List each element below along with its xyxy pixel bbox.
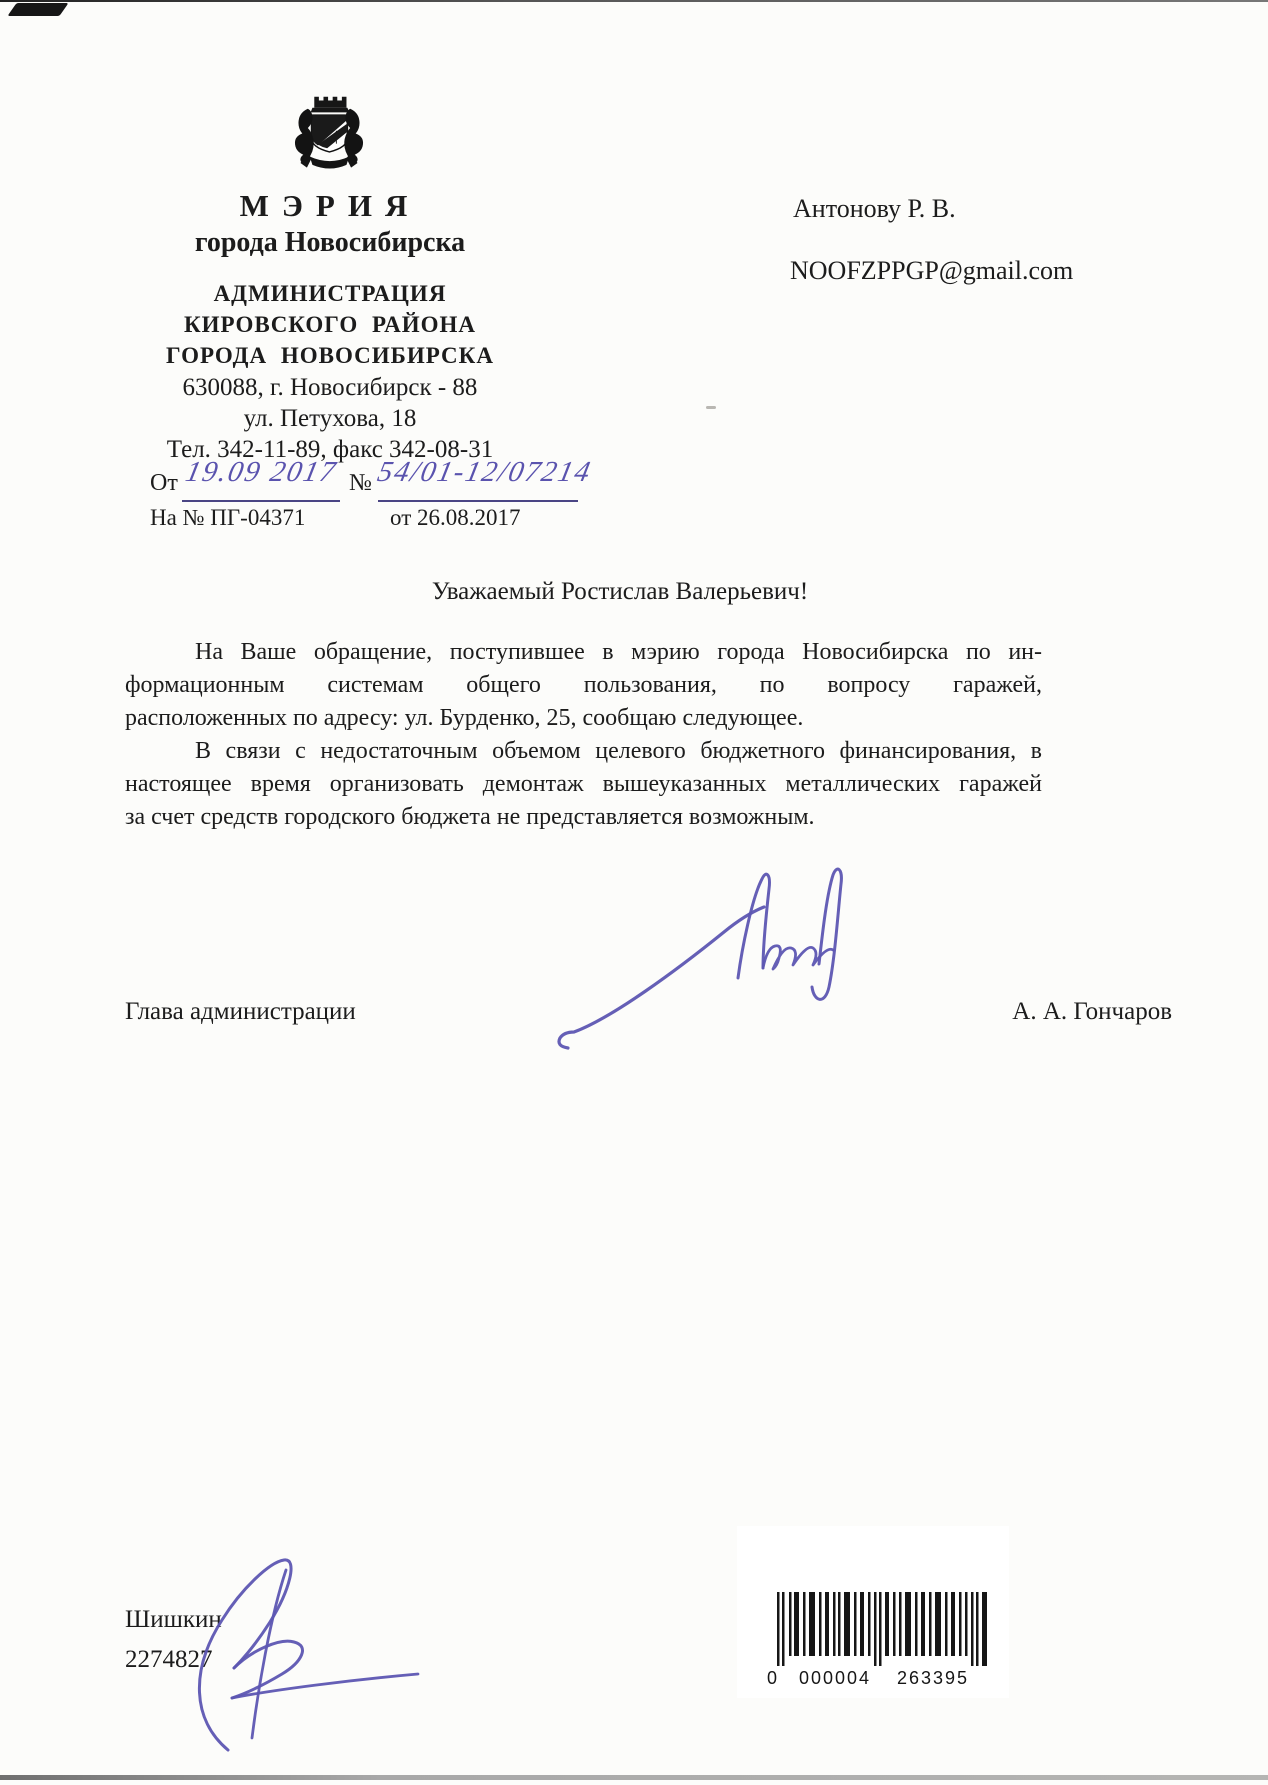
reply-date: от 26.08.2017 — [390, 505, 521, 530]
dept-line2: КИРОВСКОГО РАЙОНА — [183, 312, 476, 337]
address-line2: ул. Петухова, 18 — [243, 405, 417, 432]
recipient-email: NOOFZPPGP@gmail.com — [790, 256, 1074, 285]
executor-name: Шишкин — [125, 1606, 222, 1633]
barcode-digit-left: 0 — [767, 1668, 778, 1688]
from-label: От — [150, 470, 178, 496]
body-line: В связи с недостаточным объемом целевого бюджетного финансирования, в — [195, 738, 1042, 764]
from-date-underline — [182, 456, 340, 502]
body-line: расположенных по адресу: ул. Бурденко, 25, сообщаю следующее. — [125, 705, 804, 731]
body-line: На Ваше обращение, поступившее в мэрию города Новосибирска по ин- — [195, 639, 1042, 665]
org-name-line1: МЭРИЯ — [239, 188, 421, 223]
from-date-handwritten: 19.09 2017 — [182, 456, 340, 488]
recipient-name: Антонову Р. В. — [793, 194, 956, 223]
novosibirsk-coat-of-arms-icon — [283, 92, 375, 188]
executor-phone: 2274827 — [125, 1646, 213, 1673]
body-line: настоящее время организовать демонтаж вышеуказанных металлических гаражей — [125, 771, 1042, 797]
scan-artifact-speck — [706, 406, 716, 409]
barcode-box — [737, 1526, 1009, 1698]
signer-name: А. А. Гончаров — [1012, 998, 1172, 1025]
address-line1: 630088, г. Новосибирск - 88 — [182, 374, 478, 401]
phone-line: Тел. 342-11-89, факс 342-08-31 — [166, 436, 494, 463]
dept-line1: АДМИНИСТРАЦИЯ — [213, 281, 447, 306]
shishkin-signature — [160, 1548, 460, 1763]
barcode-digits-mid: 000004 — [799, 1668, 872, 1688]
goncharov-signature — [552, 866, 862, 1071]
signer-title: Глава администрации — [125, 998, 356, 1025]
body-line: за счет средств городского бюджета не представляется возможным. — [125, 804, 815, 830]
salutation: Уважаемый Ростислав Валерьевич! — [431, 578, 809, 605]
reply-to-reference: На № ПГ-04371 — [150, 505, 306, 530]
scan-artifact-corner-mark — [7, 3, 68, 16]
scan-artifact-bottom-edge — [0, 1775, 1268, 1780]
org-name-line2: города Новосибирска — [194, 227, 466, 258]
barcode — [765, 1592, 997, 1692]
body-line: формационным системам общего пользования, по вопросу гаражей, — [125, 672, 1042, 698]
dept-line3: ГОРОДА НОВОСИБИРСКА — [166, 343, 494, 368]
number-underline — [374, 456, 595, 502]
barcode-digits-right: 263395 — [897, 1668, 970, 1688]
number-handwritten: 54/01-12/07214 — [374, 456, 595, 488]
scan-artifact-top-edge — [0, 0, 1268, 2]
number-label: № — [349, 470, 372, 496]
